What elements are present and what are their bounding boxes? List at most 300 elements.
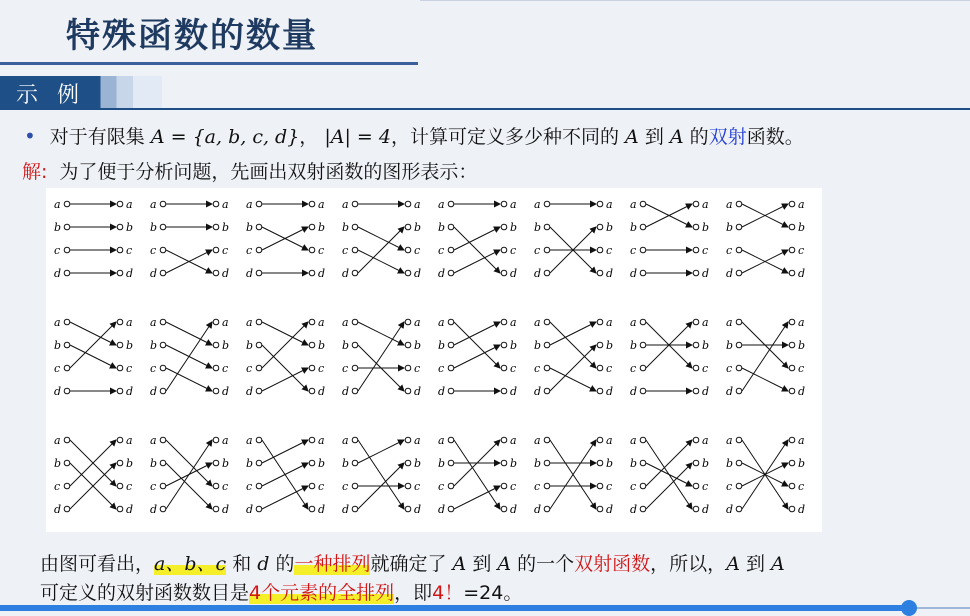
bijection-diagram [150, 198, 229, 280]
codomain-node [405, 483, 411, 489]
codomain-node [789, 388, 795, 394]
codomain-node [597, 224, 603, 230]
codomain-node [789, 224, 795, 230]
codomain-node [213, 437, 219, 443]
codomain-label: a [702, 198, 709, 211]
bijection-diagram [54, 316, 133, 398]
codomain-node [693, 342, 699, 348]
domain-node [448, 270, 454, 276]
bijection-diagram [534, 434, 613, 516]
domain-node [736, 388, 742, 394]
codomain-node [117, 460, 123, 466]
domain-node [64, 247, 70, 253]
codomain-label: a [318, 198, 325, 211]
codomain-label: c [510, 244, 517, 257]
codomain-node [213, 483, 219, 489]
codomain-node [309, 270, 315, 276]
codomain-node [501, 388, 507, 394]
domain-label: d [54, 267, 62, 280]
domain-node [160, 365, 166, 371]
domain-label: b [630, 221, 638, 234]
codomain-label: a [222, 434, 229, 447]
codomain-node [597, 388, 603, 394]
top-divider [420, 0, 970, 1]
mapping-arrow [166, 463, 212, 509]
codomain-label: b [702, 339, 710, 352]
set-A-1: A [625, 126, 639, 148]
codomain-node [213, 201, 219, 207]
codomain-node [501, 437, 507, 443]
codomain-label: a [126, 198, 133, 211]
problem-prefix: 对于有限集 [49, 126, 145, 148]
domain-node [160, 319, 166, 325]
codomain-node [213, 319, 219, 325]
codomain-label: d [606, 267, 614, 280]
domain-label: d [438, 267, 446, 280]
codomain-label: d [222, 503, 230, 516]
domain-node [160, 270, 166, 276]
domain-label: d [342, 385, 350, 398]
codomain-label: d [222, 385, 230, 398]
codomain-label: d [126, 267, 134, 280]
codomain-label: c [798, 244, 805, 257]
codomain-label: a [222, 316, 229, 329]
domain-node [448, 365, 454, 371]
mapping-arrow [550, 368, 596, 391]
example-banner-label: 示 例 [16, 83, 85, 108]
codomain-node [501, 365, 507, 371]
bijection-diagram [246, 198, 325, 280]
domain-label: b [534, 339, 542, 352]
codomain-node [117, 365, 123, 371]
codomain-label: a [798, 434, 805, 447]
codomain-node [117, 247, 123, 253]
mapping-arrow [742, 322, 788, 391]
codomain-node [501, 270, 507, 276]
domain-node [640, 201, 646, 207]
domain-label: c [438, 362, 445, 375]
codomain-node [213, 506, 219, 512]
domain-node [256, 437, 262, 443]
domain-node [640, 483, 646, 489]
codomain-label: a [510, 434, 517, 447]
domain-label: c [726, 244, 733, 257]
codomain-label: d [318, 503, 326, 516]
codomain-label: a [318, 316, 325, 329]
codomain-node [405, 201, 411, 207]
slide-title: 特殊函数的数量 [66, 16, 318, 56]
domain-node [352, 437, 358, 443]
domain-node [544, 270, 550, 276]
domain-label: d [438, 385, 446, 398]
bullet-icon: • [24, 124, 36, 148]
codomain-node [789, 342, 795, 348]
codomain-label: a [222, 198, 229, 211]
domain-node [160, 201, 166, 207]
domain-label: c [150, 480, 157, 493]
domain-node [352, 506, 358, 512]
domain-node [352, 342, 358, 348]
codomain-label: b [126, 221, 134, 234]
codomain-label: b [510, 221, 518, 234]
domain-node [640, 365, 646, 371]
conclusion-element-d: d [257, 553, 270, 575]
codomain-label: d [414, 385, 422, 398]
domain-node [448, 483, 454, 489]
domain-label: d [630, 503, 638, 516]
codomain-node [597, 270, 603, 276]
domain-label: a [150, 316, 157, 329]
domain-node [640, 437, 646, 443]
codomain-label: d [606, 385, 614, 398]
domain-node [736, 437, 742, 443]
domain-label: c [342, 362, 349, 375]
codomain-node [405, 247, 411, 253]
codomain-label: c [510, 480, 517, 493]
domain-node [544, 201, 550, 207]
domain-node [64, 270, 70, 276]
mapping-arrow [262, 368, 308, 391]
domain-label: d [342, 267, 350, 280]
domain-node [736, 483, 742, 489]
codomain-node [117, 483, 123, 489]
codomain-label: d [318, 385, 326, 398]
domain-label: a [630, 198, 637, 211]
codomain-label: c [798, 362, 805, 375]
domain-label: b [246, 339, 254, 352]
codomain-node [789, 460, 795, 466]
domain-label: b [438, 221, 446, 234]
codomain-label: b [318, 457, 326, 470]
domain-node [544, 388, 550, 394]
domain-label: b [150, 221, 158, 234]
domain-node [448, 437, 454, 443]
codomain-node [693, 388, 699, 394]
codomain-node [693, 247, 699, 253]
codomain-label: b [126, 339, 134, 352]
domain-node [448, 247, 454, 253]
domain-label: b [534, 457, 542, 470]
bijection-term: 双射 [708, 126, 747, 148]
domain-node [736, 247, 742, 253]
domain-label: b [246, 221, 254, 234]
codomain-label: c [798, 480, 805, 493]
mapping-arrow [262, 345, 308, 391]
domain-node [160, 483, 166, 489]
codomain-label: a [126, 316, 133, 329]
codomain-node [789, 247, 795, 253]
progress-bar[interactable] [0, 605, 910, 611]
problem-mid: ，计算可定义多少种不同的 [390, 126, 619, 148]
codomain-node [693, 437, 699, 443]
bijection-diagram [54, 198, 133, 280]
bijection-diagram [438, 434, 517, 516]
domain-label: d [150, 267, 158, 280]
conclusion-full-permutation: 4个元素的全排列 [249, 582, 395, 604]
problem-comma: ， [299, 126, 319, 148]
mapping-arrow [358, 227, 404, 250]
domain-node [256, 247, 262, 253]
mapping-arrow [454, 345, 500, 368]
mapping-arrow [70, 345, 116, 368]
domain-label: b [54, 457, 62, 470]
codomain-label: b [414, 339, 422, 352]
domain-label: a [246, 316, 253, 329]
bijection-diagram-panel [46, 188, 822, 532]
domain-node [64, 506, 70, 512]
codomain-label: b [318, 221, 326, 234]
domain-label: b [150, 339, 158, 352]
codomain-label: d [126, 503, 134, 516]
domain-node [64, 483, 70, 489]
codomain-node [405, 319, 411, 325]
codomain-label: b [510, 457, 518, 470]
mapping-arrow [646, 463, 692, 486]
codomain-node [597, 483, 603, 489]
codomain-label: d [798, 503, 806, 516]
domain-label: d [150, 385, 158, 398]
domain-label: c [54, 244, 61, 257]
conclusion-set-A-4: A [771, 553, 785, 575]
progress-track[interactable] [910, 607, 970, 609]
domain-label: d [630, 385, 638, 398]
bijection-diagram [630, 198, 709, 280]
codomain-node [309, 388, 315, 394]
domain-node [640, 460, 646, 466]
domain-node [640, 319, 646, 325]
codomain-node [789, 365, 795, 371]
domain-node [256, 483, 262, 489]
codomain-label: d [798, 267, 806, 280]
domain-label: d [54, 503, 62, 516]
bijection-diagram [438, 198, 517, 280]
mapping-arrow [454, 322, 500, 345]
domain-node [544, 506, 550, 512]
codomain-node [405, 342, 411, 348]
domain-node [736, 224, 742, 230]
domain-node [736, 319, 742, 325]
codomain-node [405, 388, 411, 394]
bijection-diagram [342, 434, 421, 516]
domain-node [64, 342, 70, 348]
codomain-label: b [414, 221, 422, 234]
codomain-label: a [606, 316, 613, 329]
domain-node [64, 388, 70, 394]
codomain-node [117, 270, 123, 276]
mapping-arrow [358, 440, 404, 509]
domain-node [640, 247, 646, 253]
domain-node [352, 247, 358, 253]
mapping-arrow [358, 322, 404, 345]
domain-node [736, 201, 742, 207]
codomain-node [501, 319, 507, 325]
conclusion-set-A-3: A [726, 553, 740, 575]
mapping-arrow [166, 440, 212, 509]
banner-divider [0, 108, 970, 110]
domain-node [256, 460, 262, 466]
domain-label: a [534, 198, 541, 211]
codomain-node [213, 270, 219, 276]
domain-node [448, 319, 454, 325]
domain-label: c [246, 244, 253, 257]
codomain-node [309, 247, 315, 253]
conclusion-ji: ，即 [394, 582, 433, 604]
bijection-diagram [342, 316, 421, 398]
domain-label: c [342, 244, 349, 257]
domain-label: d [342, 503, 350, 516]
domain-label: a [342, 316, 349, 329]
codomain-label: d [222, 267, 230, 280]
codomain-label: a [414, 316, 421, 329]
domain-node [352, 224, 358, 230]
domain-label: a [438, 198, 445, 211]
conclusion-result: =24。 [463, 582, 523, 604]
conclusion-to-2: 到 [739, 553, 772, 575]
domain-node [352, 319, 358, 325]
conclusion-he: 和 [226, 553, 258, 575]
mapping-arrow [166, 368, 212, 391]
domain-node [736, 365, 742, 371]
domain-label: a [630, 434, 637, 447]
domain-label: d [438, 503, 446, 516]
conclusion-text-d: ，所以， [650, 553, 727, 575]
domain-node [640, 342, 646, 348]
domain-node [640, 506, 646, 512]
codomain-label: b [702, 221, 710, 234]
domain-label: a [150, 434, 157, 447]
codomain-node [501, 342, 507, 348]
mapping-arrow [358, 227, 404, 273]
codomain-node [309, 460, 315, 466]
domain-node [544, 342, 550, 348]
codomain-label: c [126, 362, 133, 375]
bijection-diagram [342, 198, 421, 280]
domain-node [544, 483, 550, 489]
mapping-arrow [262, 322, 308, 368]
domain-label: b [54, 339, 62, 352]
domain-label: a [630, 316, 637, 329]
domain-label: d [246, 267, 254, 280]
codomain-label: c [414, 244, 421, 257]
bijection-diagram [534, 316, 613, 398]
codomain-label: b [798, 457, 806, 470]
title-underline [0, 62, 418, 65]
codomain-node [213, 224, 219, 230]
domain-label: c [726, 480, 733, 493]
domain-label: c [630, 480, 637, 493]
codomain-node [789, 506, 795, 512]
codomain-label: c [318, 362, 325, 375]
domain-node [448, 388, 454, 394]
codomain-label: d [510, 503, 518, 516]
codomain-node [597, 506, 603, 512]
codomain-node [309, 319, 315, 325]
mapping-arrow [646, 463, 692, 509]
domain-node [736, 342, 742, 348]
conclusion-set-A-2: A [491, 553, 518, 575]
domain-label: a [726, 198, 733, 211]
codomain-label: b [126, 457, 134, 470]
example-banner [0, 76, 162, 108]
codomain-label: c [606, 480, 613, 493]
codomain-label: b [702, 457, 710, 470]
domain-label: a [534, 316, 541, 329]
codomain-node [693, 270, 699, 276]
domain-label: b [438, 339, 446, 352]
codomain-label: d [510, 267, 518, 280]
codomain-node [405, 506, 411, 512]
domain-label: a [342, 434, 349, 447]
codomain-node [597, 437, 603, 443]
conclusion-permutation-term: 一种排列 [294, 553, 371, 575]
domain-label: c [726, 362, 733, 375]
solution-label: 解: [22, 161, 48, 183]
codomain-node [405, 437, 411, 443]
domain-label: b [726, 221, 734, 234]
conclusion-count-text: 可定义的双射函数数目是 [40, 582, 250, 604]
codomain-node [405, 224, 411, 230]
mapping-arrow [166, 322, 212, 345]
domain-node [448, 201, 454, 207]
bijection-diagram [246, 434, 325, 516]
domain-label: d [726, 503, 734, 516]
domain-label: d [54, 385, 62, 398]
bijection-diagram [630, 316, 709, 398]
domain-node [352, 201, 358, 207]
mapping-arrow [358, 322, 404, 391]
conclusion-de: 的 [269, 553, 295, 575]
codomain-node [309, 483, 315, 489]
conclusion-bijection-term: 双射函数 [574, 553, 651, 575]
codomain-node [693, 460, 699, 466]
mapping-arrow [262, 440, 308, 463]
domain-node [736, 270, 742, 276]
codomain-node [597, 201, 603, 207]
domain-node [352, 270, 358, 276]
domain-node [256, 270, 262, 276]
mapping-arrow [454, 322, 500, 368]
codomain-node [309, 201, 315, 207]
codomain-label: d [606, 503, 614, 516]
domain-label: d [246, 385, 254, 398]
domain-label: c [342, 480, 349, 493]
codomain-label: b [606, 339, 614, 352]
domain-label: a [150, 198, 157, 211]
codomain-node [309, 437, 315, 443]
domain-node [160, 460, 166, 466]
domain-node [352, 460, 358, 466]
codomain-label: c [510, 362, 517, 375]
domain-label: b [726, 457, 734, 470]
progress-handle[interactable] [901, 600, 917, 616]
mapping-arrow [70, 322, 116, 368]
domain-node [160, 388, 166, 394]
codomain-node [117, 388, 123, 394]
codomain-node [117, 319, 123, 325]
codomain-node [501, 201, 507, 207]
domain-label: b [54, 221, 62, 234]
codomain-label: c [702, 244, 709, 257]
domain-label: a [54, 198, 61, 211]
codomain-label: d [702, 267, 710, 280]
codomain-label: a [126, 434, 133, 447]
set-expression: A = {a, b, c, d} [150, 126, 300, 148]
domain-label: c [534, 244, 541, 257]
codomain-node [405, 460, 411, 466]
codomain-node [405, 365, 411, 371]
codomain-label: b [222, 339, 230, 352]
conclusion-elements-abc: a、b、c [154, 553, 227, 575]
